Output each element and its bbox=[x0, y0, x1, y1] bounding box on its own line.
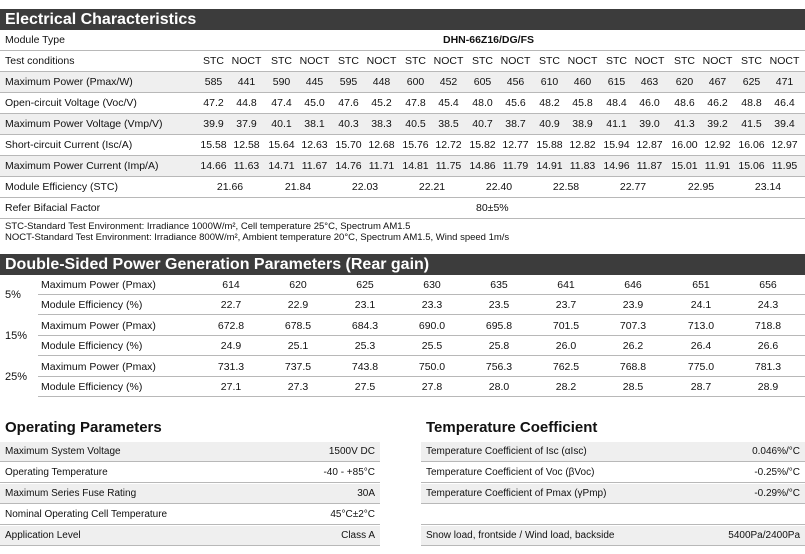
rear-eff-value: 28.5 bbox=[622, 381, 644, 393]
bifacial-label: Refer Bifacial Factor bbox=[5, 202, 101, 214]
rear-eff-value: 25.8 bbox=[488, 340, 510, 352]
electrical-value: 615 bbox=[607, 76, 626, 88]
noct-header: NOCT bbox=[231, 55, 262, 67]
electrical-value: 48.6 bbox=[674, 97, 695, 109]
electrical-value: 445 bbox=[305, 76, 324, 88]
rear-eff-value: 28.2 bbox=[555, 381, 577, 393]
electrical-value: 44.8 bbox=[236, 97, 257, 109]
operating-label: Application Level bbox=[5, 530, 81, 541]
electrical-value: 12.77 bbox=[502, 139, 529, 151]
rear-eff-value: 25.1 bbox=[287, 340, 309, 352]
electrical-value: 48.4 bbox=[606, 97, 627, 109]
operating-row bbox=[0, 505, 380, 525]
efficiency-value: 22.21 bbox=[418, 181, 446, 193]
stc-note: STC-Standard Test Environment: Irradiance 1000W/m², Cell temperature 25°C, Spectrum AM1.5 bbox=[5, 221, 411, 232]
rear-power-value: 756.3 bbox=[485, 361, 513, 373]
operating-value: -40 - +85°C bbox=[323, 467, 375, 478]
tempcoef-row bbox=[421, 526, 805, 546]
electrical-section-title: Electrical Characteristics bbox=[0, 9, 805, 30]
electrical-value: 605 bbox=[473, 76, 492, 88]
rear-power-value: 690.0 bbox=[418, 320, 446, 332]
module-type-value: DHN-66Z16/DG/FS bbox=[443, 34, 535, 46]
tempcoef-row bbox=[421, 463, 805, 483]
rear-eff-value: 26.6 bbox=[757, 340, 779, 352]
rear-power-value: 775.0 bbox=[687, 361, 715, 373]
rear-power-value: 630 bbox=[423, 279, 441, 291]
stc-header: STC bbox=[405, 55, 426, 67]
tempcoef-row bbox=[421, 442, 805, 462]
rear-power-label: Maximum Power (Pmax) bbox=[41, 361, 156, 373]
tempcoef-row bbox=[421, 505, 805, 525]
rear-gain-percent: 5% bbox=[5, 289, 21, 301]
electrical-value: 11.79 bbox=[502, 160, 529, 172]
rear-eff-value: 26.0 bbox=[555, 340, 577, 352]
electrical-value: 47.4 bbox=[271, 97, 292, 109]
electrical-value: 12.58 bbox=[233, 139, 260, 151]
electrical-value: 40.5 bbox=[405, 118, 426, 130]
rear-power-value: 737.5 bbox=[284, 361, 312, 373]
rear-gain-percent: 15% bbox=[5, 330, 28, 342]
noct-note: NOCT-Standard Test Environment: Irradiance 800W/m², Ambient temperature 20°C, Spectrum AM1.5, Wind speed 1m/s bbox=[5, 232, 510, 243]
electrical-value: 12.63 bbox=[301, 139, 328, 151]
efficiency-value: 21.66 bbox=[216, 181, 244, 193]
electrical-value: 14.96 bbox=[603, 160, 630, 172]
electrical-value: 38.3 bbox=[371, 118, 392, 130]
rear-eff-value: 23.3 bbox=[421, 299, 443, 311]
rear-eff-row bbox=[38, 336, 805, 356]
rear-eff-value: 28.0 bbox=[488, 381, 510, 393]
rear-power-value: 635 bbox=[490, 279, 508, 291]
electrical-value: 12.82 bbox=[569, 139, 596, 151]
electrical-value: 38.5 bbox=[438, 118, 459, 130]
electrical-value: 39.4 bbox=[774, 118, 795, 130]
rear-power-value: 672.8 bbox=[217, 320, 245, 332]
electrical-value: 45.8 bbox=[572, 97, 593, 109]
rear-eff-label: Module Efficiency (%) bbox=[41, 299, 143, 311]
electrical-value: 11.67 bbox=[301, 160, 328, 172]
noct-header: NOCT bbox=[299, 55, 330, 67]
rear-eff-value: 24.3 bbox=[757, 299, 779, 311]
rear-eff-value: 28.7 bbox=[690, 381, 712, 393]
electrical-value: 15.06 bbox=[738, 160, 765, 172]
noct-header: NOCT bbox=[433, 55, 464, 67]
rear-eff-value: 23.5 bbox=[488, 299, 510, 311]
stc-header: STC bbox=[203, 55, 224, 67]
electrical-value: 41.5 bbox=[741, 118, 762, 130]
electrical-value: 14.91 bbox=[536, 160, 563, 172]
electrical-row bbox=[0, 156, 805, 177]
rear-eff-value: 25.3 bbox=[354, 340, 376, 352]
rear-power-value: 641 bbox=[557, 279, 575, 291]
operating-value: 30A bbox=[357, 488, 375, 499]
tempcoef-label: Snow load, frontside / Wind load, backside bbox=[426, 530, 615, 541]
rear-power-value: 620 bbox=[289, 279, 307, 291]
rear-power-value: 750.0 bbox=[418, 361, 446, 373]
electrical-value: 620 bbox=[675, 76, 694, 88]
operating-row bbox=[0, 442, 380, 462]
electrical-value: 45.4 bbox=[438, 97, 459, 109]
rear-eff-value: 22.9 bbox=[287, 299, 309, 311]
rear-power-value: 678.5 bbox=[284, 320, 312, 332]
electrical-row-label: Maximum Power (Pmax/W) bbox=[5, 76, 133, 88]
rear-eff-value: 24.1 bbox=[690, 299, 712, 311]
tempcoef-label: Temperature Coefficient of Voc (βVoc) bbox=[426, 467, 595, 478]
electrical-value: 15.64 bbox=[268, 139, 295, 151]
electrical-row bbox=[0, 93, 805, 114]
rear-eff-row bbox=[38, 295, 805, 315]
rear-power-value: 762.5 bbox=[552, 361, 580, 373]
rear-eff-value: 27.8 bbox=[421, 381, 443, 393]
electrical-value: 15.88 bbox=[536, 139, 563, 151]
efficiency-value: 22.58 bbox=[552, 181, 580, 193]
rear-power-value: 713.0 bbox=[687, 320, 715, 332]
test-conditions-row bbox=[0, 51, 805, 72]
electrical-value: 41.1 bbox=[606, 118, 627, 130]
stc-header: STC bbox=[539, 55, 560, 67]
stc-header: STC bbox=[674, 55, 695, 67]
rear-power-row bbox=[38, 275, 805, 295]
operating-label: Operating Temperature bbox=[5, 467, 108, 478]
rear-power-value: 731.3 bbox=[217, 361, 245, 373]
rear-eff-value: 28.9 bbox=[757, 381, 779, 393]
electrical-value: 610 bbox=[540, 76, 559, 88]
efficiency-value: 22.95 bbox=[687, 181, 715, 193]
electrical-value: 12.72 bbox=[435, 139, 462, 151]
electrical-row-label: Short-circuit Current (Isc/A) bbox=[5, 139, 133, 151]
electrical-value: 38.7 bbox=[505, 118, 526, 130]
electrical-value: 456 bbox=[506, 76, 525, 88]
electrical-row bbox=[0, 72, 805, 93]
electrical-value: 15.58 bbox=[200, 139, 227, 151]
electrical-value: 12.68 bbox=[368, 139, 395, 151]
electrical-value: 11.87 bbox=[636, 160, 663, 172]
module-efficiency-label: Module Efficiency (STC) bbox=[5, 181, 119, 193]
rear-eff-value: 23.9 bbox=[622, 299, 644, 311]
operating-label: Maximum Series Fuse Rating bbox=[5, 488, 137, 499]
rear-power-value: 625 bbox=[356, 279, 374, 291]
efficiency-value: 23.14 bbox=[754, 181, 782, 193]
electrical-value: 460 bbox=[573, 76, 592, 88]
electrical-value: 471 bbox=[775, 76, 794, 88]
electrical-value: 15.94 bbox=[603, 139, 630, 151]
rear-power-row bbox=[38, 357, 805, 377]
electrical-value: 11.63 bbox=[233, 160, 260, 172]
rear-power-value: 684.3 bbox=[351, 320, 379, 332]
electrical-value: 41.3 bbox=[674, 118, 695, 130]
efficiency-value: 21.84 bbox=[284, 181, 312, 193]
electrical-value: 11.83 bbox=[569, 160, 596, 172]
electrical-value: 38.9 bbox=[572, 118, 593, 130]
stc-header: STC bbox=[338, 55, 359, 67]
electrical-row-label: Open-circuit Voltage (Voc/V) bbox=[5, 97, 137, 109]
tempcoef-label: Temperature Coefficient of Pmax (γPmp) bbox=[426, 488, 607, 499]
electrical-value: 47.6 bbox=[338, 97, 359, 109]
electrical-value: 46.4 bbox=[774, 97, 795, 109]
electrical-value: 14.76 bbox=[335, 160, 362, 172]
electrical-value: 39.0 bbox=[639, 118, 660, 130]
rear-power-row bbox=[38, 316, 805, 336]
rear-power-value: 707.3 bbox=[619, 320, 647, 332]
rear-power-value: 743.8 bbox=[351, 361, 379, 373]
tempcoef-value: -0.29%/°C bbox=[754, 488, 800, 499]
tempcoef-label: Temperature Coefficient of Isc (αIsc) bbox=[426, 446, 587, 457]
electrical-value: 15.01 bbox=[671, 160, 698, 172]
electrical-value: 40.1 bbox=[271, 118, 292, 130]
rear-power-label: Maximum Power (Pmax) bbox=[41, 320, 156, 332]
rear-power-value: 646 bbox=[624, 279, 642, 291]
noct-header: NOCT bbox=[500, 55, 531, 67]
operating-value: Class A bbox=[341, 530, 375, 541]
electrical-value: 15.82 bbox=[469, 139, 496, 151]
electrical-value: 37.9 bbox=[236, 118, 257, 130]
noct-header: NOCT bbox=[567, 55, 598, 67]
electrical-value: 585 bbox=[204, 76, 223, 88]
electrical-value: 16.06 bbox=[738, 139, 765, 151]
stc-header: STC bbox=[472, 55, 493, 67]
rear-eff-value: 22.7 bbox=[220, 299, 242, 311]
stc-header: STC bbox=[741, 55, 762, 67]
rear-eff-row bbox=[38, 377, 805, 397]
electrical-value: 45.2 bbox=[371, 97, 392, 109]
electrical-value: 48.2 bbox=[539, 97, 560, 109]
electrical-value: 11.71 bbox=[368, 160, 395, 172]
electrical-value: 48.8 bbox=[741, 97, 762, 109]
noct-header: NOCT bbox=[702, 55, 733, 67]
rear-gain-section-title: Double-Sided Power Generation Parameters (Rear gain) bbox=[0, 254, 805, 275]
stc-header: STC bbox=[606, 55, 627, 67]
rear-power-value: 656 bbox=[759, 279, 777, 291]
rear-eff-value: 23.1 bbox=[354, 299, 376, 311]
operating-label: Maximum System Voltage bbox=[5, 446, 121, 457]
tempcoef-title: Temperature Coefficient bbox=[426, 419, 598, 436]
rear-eff-label: Module Efficiency (%) bbox=[41, 340, 143, 352]
electrical-value: 47.2 bbox=[203, 97, 224, 109]
electrical-value: 600 bbox=[406, 76, 425, 88]
rear-eff-value: 26.2 bbox=[622, 340, 644, 352]
operating-row bbox=[0, 463, 380, 483]
noct-header: NOCT bbox=[366, 55, 397, 67]
electrical-value: 595 bbox=[339, 76, 358, 88]
rear-power-value: 718.8 bbox=[754, 320, 782, 332]
electrical-value: 11.95 bbox=[771, 160, 798, 172]
tempcoef-row bbox=[421, 484, 805, 504]
electrical-value: 452 bbox=[439, 76, 458, 88]
electrical-value: 39.2 bbox=[707, 118, 728, 130]
rear-eff-value: 24.9 bbox=[220, 340, 242, 352]
test-conditions-label: Test conditions bbox=[5, 55, 75, 67]
rear-eff-value: 27.5 bbox=[354, 381, 376, 393]
rear-eff-value: 27.3 bbox=[287, 381, 309, 393]
electrical-value: 14.71 bbox=[268, 160, 295, 172]
rear-power-value: 695.8 bbox=[485, 320, 513, 332]
module-type-label: Module Type bbox=[5, 34, 65, 46]
electrical-value: 39.9 bbox=[203, 118, 224, 130]
rear-power-value: 768.8 bbox=[619, 361, 647, 373]
electrical-value: 12.92 bbox=[704, 139, 731, 151]
stc-header: STC bbox=[271, 55, 292, 67]
tempcoef-value: 0.046%/°C bbox=[752, 446, 800, 457]
rear-eff-value: 26.4 bbox=[690, 340, 712, 352]
rear-power-value: 614 bbox=[222, 279, 240, 291]
electrical-row-label: Maximum Power Current (Imp/A) bbox=[5, 160, 159, 172]
electrical-value: 14.86 bbox=[469, 160, 496, 172]
electrical-value: 46.0 bbox=[639, 97, 660, 109]
rear-gain-percent: 25% bbox=[5, 371, 28, 383]
electrical-value: 11.75 bbox=[435, 160, 462, 172]
rear-eff-label: Module Efficiency (%) bbox=[41, 381, 143, 393]
electrical-value: 46.2 bbox=[707, 97, 728, 109]
rear-eff-value: 25.5 bbox=[421, 340, 443, 352]
tempcoef-value: 5400Pa/2400Pa bbox=[728, 530, 800, 541]
operating-row bbox=[0, 526, 380, 546]
electrical-row bbox=[0, 135, 805, 156]
electrical-value: 12.97 bbox=[771, 139, 798, 151]
rear-eff-value: 23.7 bbox=[555, 299, 577, 311]
efficiency-value: 22.77 bbox=[619, 181, 647, 193]
operating-value: 1500V DC bbox=[328, 446, 375, 457]
bifacial-row bbox=[0, 198, 805, 219]
electrical-value: 15.70 bbox=[335, 139, 362, 151]
operating-value: 45°C±2°C bbox=[330, 509, 375, 520]
module-type-row bbox=[0, 30, 805, 51]
electrical-row-label: Maximum Power Voltage (Vmp/V) bbox=[5, 118, 163, 130]
electrical-value: 12.87 bbox=[636, 139, 663, 151]
operating-row bbox=[0, 484, 380, 504]
module-efficiency-row bbox=[0, 177, 805, 198]
electrical-value: 590 bbox=[272, 76, 291, 88]
rear-eff-value: 27.1 bbox=[220, 381, 242, 393]
electrical-value: 40.3 bbox=[338, 118, 359, 130]
electrical-value: 38.1 bbox=[304, 118, 325, 130]
electrical-value: 45.6 bbox=[505, 97, 526, 109]
electrical-value: 14.81 bbox=[402, 160, 429, 172]
electrical-value: 15.76 bbox=[402, 139, 429, 151]
electrical-value: 448 bbox=[372, 76, 391, 88]
operating-label: Nominal Operating Cell Temperature bbox=[5, 509, 168, 520]
electrical-value: 441 bbox=[237, 76, 256, 88]
rear-power-label: Maximum Power (Pmax) bbox=[41, 279, 156, 291]
electrical-value: 16.00 bbox=[671, 139, 698, 151]
electrical-row bbox=[0, 114, 805, 135]
noct-header: NOCT bbox=[769, 55, 800, 67]
rear-power-value: 651 bbox=[692, 279, 710, 291]
efficiency-value: 22.03 bbox=[351, 181, 379, 193]
rear-power-value: 781.3 bbox=[754, 361, 782, 373]
electrical-value: 625 bbox=[742, 76, 761, 88]
tempcoef-value: -0.25%/°C bbox=[754, 467, 800, 478]
electrical-value: 40.9 bbox=[539, 118, 560, 130]
noct-header: NOCT bbox=[634, 55, 665, 67]
operating-title: Operating Parameters bbox=[5, 419, 162, 436]
electrical-value: 45.0 bbox=[304, 97, 325, 109]
electrical-value: 47.8 bbox=[405, 97, 426, 109]
rear-power-value: 701.5 bbox=[552, 320, 580, 332]
electrical-value: 11.91 bbox=[704, 160, 731, 172]
electrical-value: 40.7 bbox=[472, 118, 493, 130]
electrical-value: 14.66 bbox=[200, 160, 227, 172]
bifacial-value: 80±5% bbox=[476, 202, 509, 214]
electrical-value: 467 bbox=[708, 76, 727, 88]
electrical-value: 48.0 bbox=[472, 97, 493, 109]
electrical-value: 463 bbox=[640, 76, 659, 88]
efficiency-value: 22.40 bbox=[485, 181, 513, 193]
